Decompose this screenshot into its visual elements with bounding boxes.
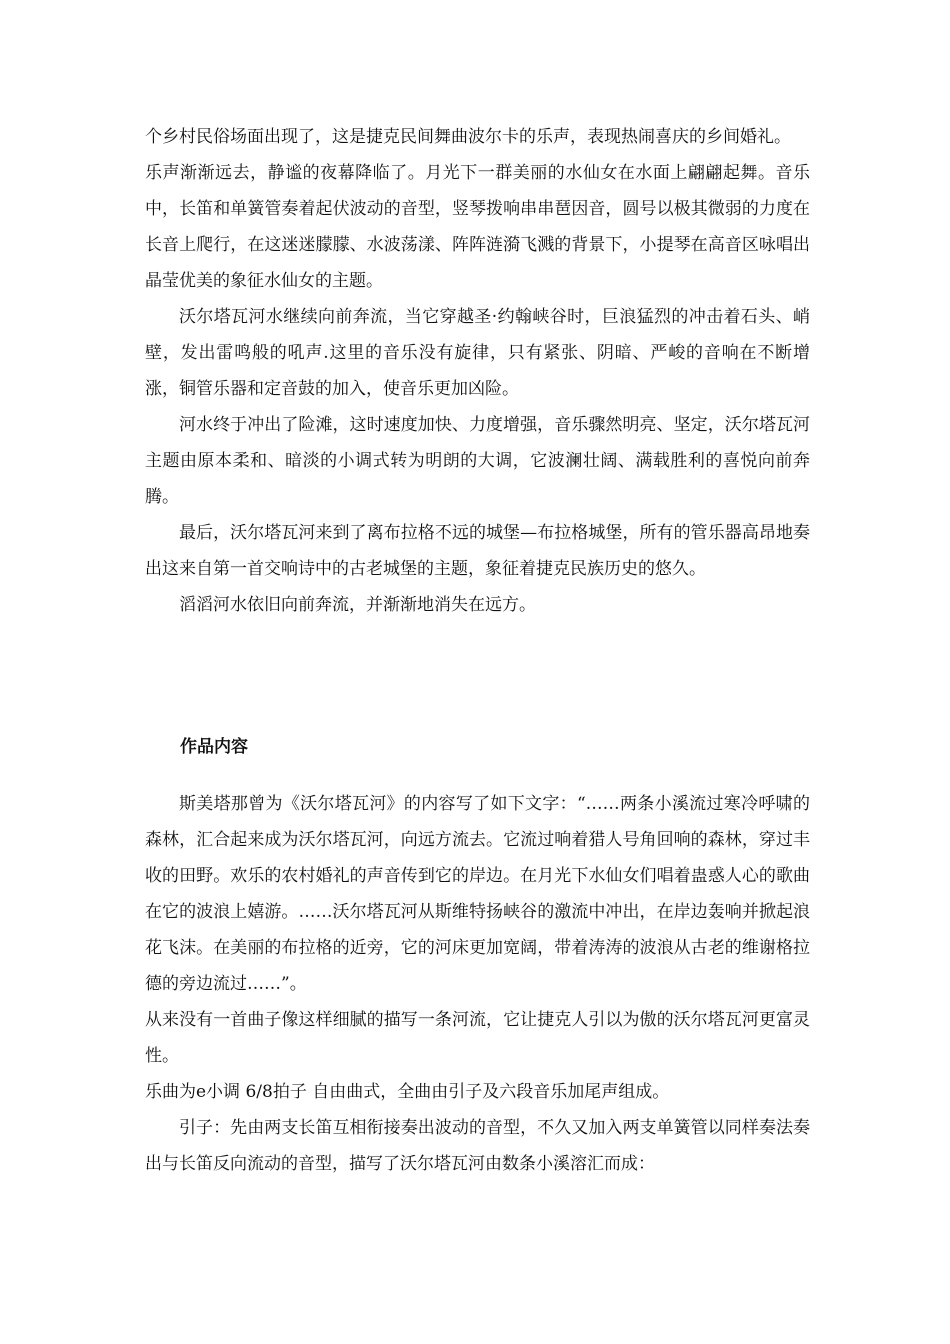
paragraph-major-key: 河水终于冲出了险滩，这时速度加快、力度增强，音乐骤然明亮、坚定，沃尔塔瓦河主题由原本柔和、暗淡的小调式转为明朗的大调，它波澜壮阔、满载胜利的喜悦向前奔腾。 [145, 415, 810, 507]
paragraph-smetana-quote: 斯美塔那曾为《沃尔塔瓦河》的内容写了如下文字：“……两条小溪流过寒冷呼啸的森林，汇合起来成为沃尔塔瓦河，向远方流去。它流过响着猎人号角回响的森林，穿过丰收的田野。欢乐的农村婚礼的声音传到它的岸边。在月光下水仙女们唱着蛊惑人心的歌曲在它的波浪上嬉游。……沃尔塔瓦河从斯维特扬峡谷的激流中冲出，在岸边轰响并掀起浪花飞沫。在美丽的布拉格的近旁，它的河床更加宽阔，带着涛涛的波浪从古老的维谢格拉德的旁边流过……”。 [145, 794, 810, 994]
section-heading-work-content: 作品内容 [180, 737, 248, 757]
paragraph-river-description: 从来没有一首曲子像这样细腻的描写一条河流，它让捷克人引以为傲的沃尔塔瓦河更富灵性。 [145, 1010, 810, 1066]
section-body-top [145, 119, 810, 623]
paragraph-st-john-rapids: 沃尔塔瓦河水继续向前奔流，当它穿越圣·约翰峡谷时，巨浪猛烈的冲击着石头、峭壁，发出雷鸣般的吼声.这里的音乐没有旋律，只有紧张、阴暗、严峻的音响在不断增涨，铜管乐器和定音鼓的加入，使音乐更加凶险。 [145, 307, 810, 399]
paragraph-prague-castle: 最后，沃尔塔瓦河来到了离布拉格不远的城堡—布拉格城堡，所有的管乐器高昂地奏出这来自第一首交响诗中的古老城堡的主题，象征着捷克民族历史的悠久。 [145, 523, 810, 579]
paragraph-introduction: 引子：先由两支长笛互相衔接奏出波动的音型，不久又加入两支单簧管以同样奏法奏出与长笛反向流动的音型，描写了沃尔塔瓦河由数条小溪溶汇而成： [145, 1118, 810, 1174]
paragraph-river-fades: 滔滔河水依旧向前奔流，并渐渐地消失在远方。 [179, 595, 536, 615]
paragraph-key-meter-form: 乐曲为e小调 6/8拍子 自由曲式，全曲由引子及六段音乐加尾声组成。 [145, 1082, 670, 1102]
section-body-bottom [145, 786, 810, 1182]
paragraph-water-nymphs: 乐声渐渐远去，静谧的夜幕降临了。月光下一群美丽的水仙女在水面上翩翩起舞。音乐中，长笛和单簧管奏着起伏波动的音型，竖琴拨响串串琶因音，圆号以极其微弱的力度在长音上爬行，在这迷迷朦朦、水波荡漾、阵阵涟漪飞溅的背景下，小提琴在高音区咏唱出晶莹优美的象征水仙女的主题。 [145, 163, 810, 291]
paragraph-wedding: 个乡村民俗场面出现了，这是捷克民间舞曲波尔卡的乐声，表现热闹喜庆的乡间婚礼。 [145, 127, 791, 147]
